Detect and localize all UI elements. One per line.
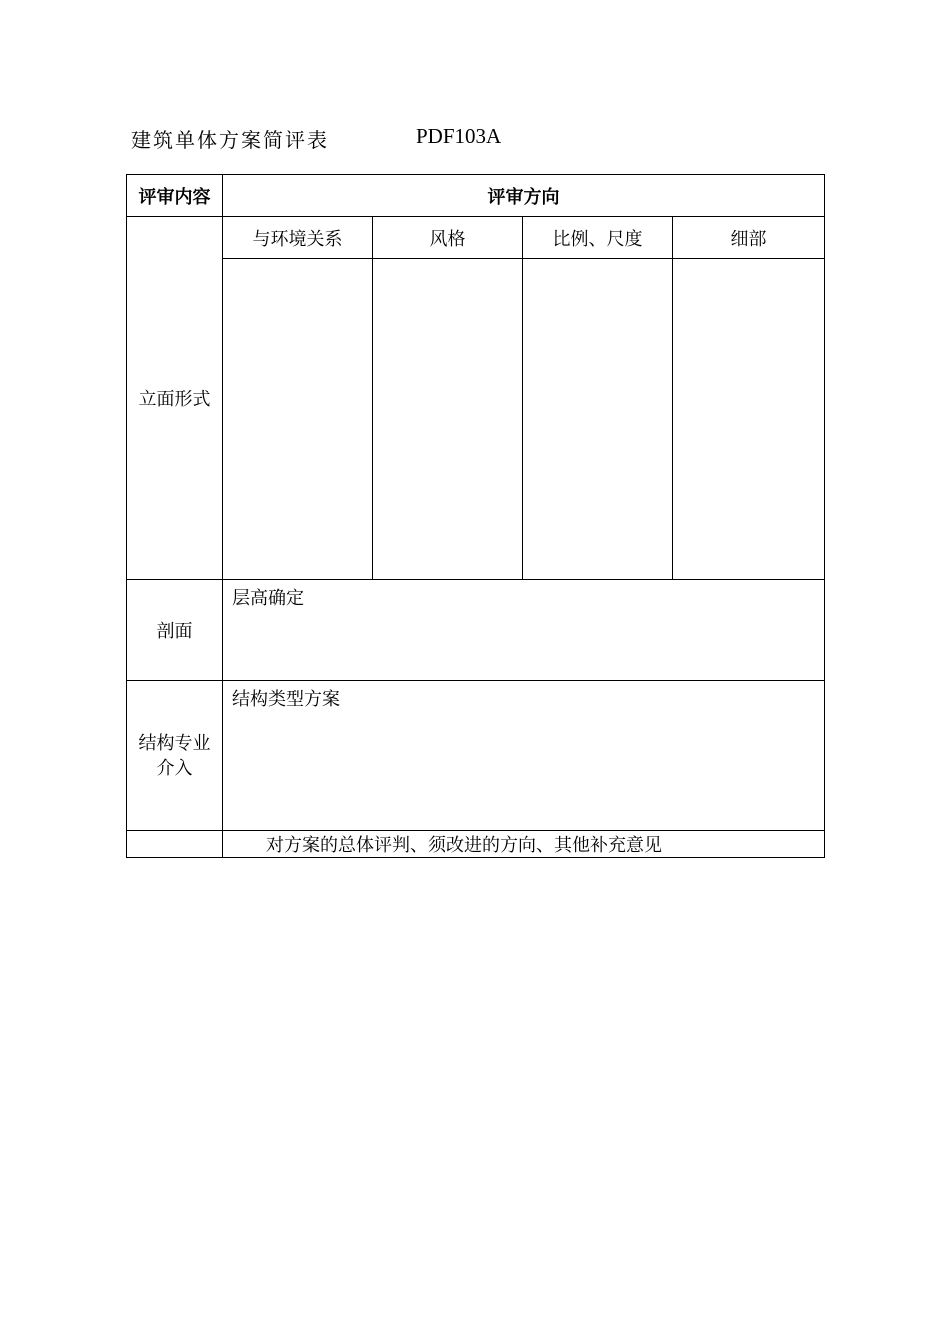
table-header-row <box>127 175 825 217</box>
structure-note: 结构类型方案 <box>232 689 340 710</box>
elevation-subheader-row <box>127 217 825 259</box>
elevation-label: 立面形式 <box>127 217 223 580</box>
summary-text: 对方案的总体评判、须改进的方向、其他补充意见 <box>266 835 662 856</box>
structure-label <box>127 681 223 831</box>
header-review-direction: 评审方向 <box>223 175 825 217</box>
structure-label-line2: 介入 <box>156 757 193 779</box>
section-label: 剖面 <box>127 580 223 681</box>
structure-input-cell[interactable] <box>223 681 825 831</box>
summary-cell[interactable] <box>223 831 825 858</box>
header-review-content: 评审内容 <box>127 175 223 217</box>
summary-row <box>127 831 825 858</box>
subheader-environment: 与环境关系 <box>223 217 373 259</box>
elevation-input-row <box>127 259 825 580</box>
style-input-cell[interactable] <box>373 259 523 580</box>
section-input-cell[interactable] <box>223 580 825 681</box>
section-note: 层高确定 <box>232 588 304 609</box>
subheader-style: 风格 <box>373 217 523 259</box>
form-title: 建筑单体方案简评表 <box>131 128 329 152</box>
structure-row <box>127 681 825 831</box>
proportion-scale-input-cell[interactable] <box>523 259 673 580</box>
review-table <box>126 174 825 858</box>
subheader-details: 细部 <box>673 217 825 259</box>
summary-label-cell <box>127 831 223 858</box>
structure-label-line1: 结构专业 <box>138 732 211 754</box>
section-row <box>127 580 825 681</box>
form-code: PDF103A <box>416 124 502 148</box>
details-input-cell[interactable] <box>673 259 825 580</box>
subheader-proportion-scale: 比例、尺度 <box>523 217 673 259</box>
environment-input-cell[interactable] <box>223 259 373 580</box>
